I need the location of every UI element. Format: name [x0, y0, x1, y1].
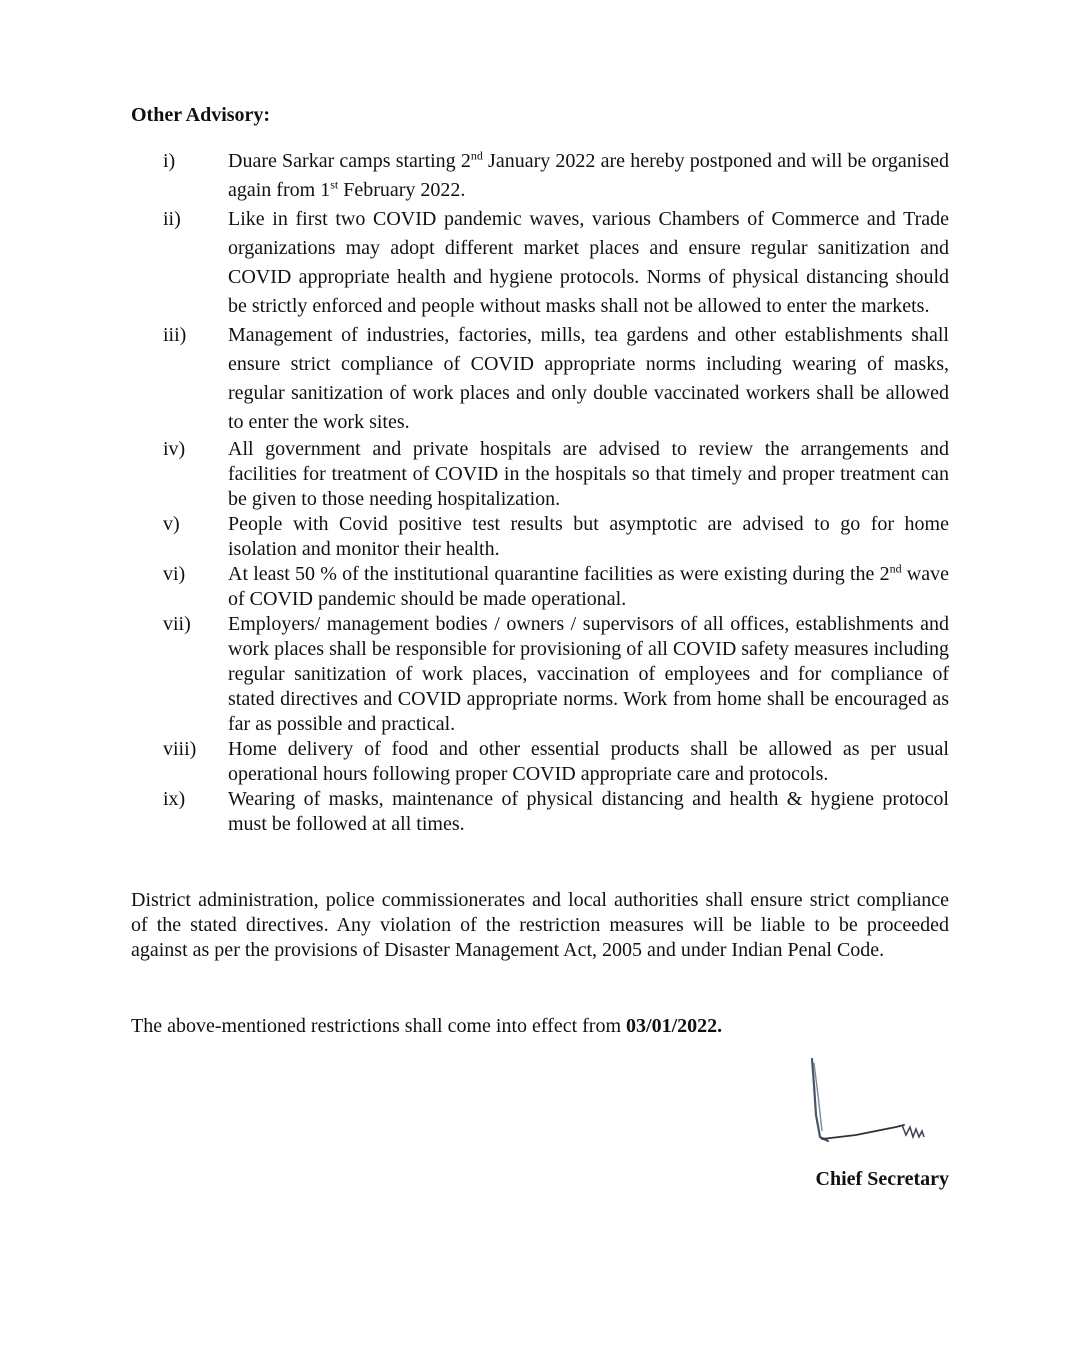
section-heading: Other Advisory: — [131, 104, 271, 126]
list-item — [131, 737, 949, 787]
signatory-title: Chief Secretary — [815, 1168, 949, 1190]
item-number: ii) — [163, 208, 181, 230]
advisory-list — [131, 147, 949, 837]
item-text: Duare Sarkar camps starting 2nd January 2022 are hereby postponed and will be organised again from 1st February 2022. — [228, 148, 949, 201]
item-number: v) — [163, 513, 180, 535]
item-number: ix) — [163, 788, 186, 810]
item-text: All government and private hospitals are advised to review the arrangements and facilities for treatment of COVID in the hospitals so that timely and proper treatment can be given to those needing hospitalization. — [228, 438, 949, 510]
item-number: vi) — [163, 563, 186, 585]
list-item — [131, 147, 949, 205]
effective-date: 03/01/2022. — [626, 1015, 723, 1037]
list-item — [131, 787, 949, 837]
list-item — [131, 205, 949, 321]
item-text: At least 50 % of the institutional quarantine facilities as were existing during the 2nd wave of COVID pandemic should be made operational. — [228, 561, 949, 610]
effective-date-line: The above-mentioned restrictions shall come into effect from 03/01/2022. — [131, 1015, 723, 1037]
list-item — [131, 321, 949, 437]
list-item — [131, 612, 949, 737]
item-number: iv) — [163, 438, 186, 460]
item-text: People with Covid positive test results but asymptotic are advised to go for home isolation and monitor their health. — [228, 513, 949, 560]
item-text: Wearing of masks, maintenance of physical distancing and health & hygiene protocol must be followed at all times. — [228, 788, 949, 835]
item-text: Like in first two COVID pandemic waves, various Chambers of Commerce and Trade organizations may adopt different market places and ensure regular sanitization and COVID appropriate health and hygiene protocols. Norms of physical distancing should be strictly enforced and people without masks shall not be allowed to enter the markets. — [228, 208, 949, 317]
item-number: iii) — [163, 324, 187, 346]
list-item — [131, 437, 949, 512]
item-number: vii) — [163, 613, 191, 635]
enforcement-paragraph: District administration, police commissionerates and local authorities shall ensure strict compliance of the stated directives. Any violation of the restriction measures will be liable to be proceeded against as per the provisions of Disaster Management Act, 2005 and under Indian Penal Code. — [131, 889, 949, 961]
list-item — [131, 512, 949, 562]
item-number: i) — [163, 150, 176, 172]
item-number: viii) — [163, 738, 197, 760]
item-text: Home delivery of food and other essential products shall be allowed as per usual operational hours following proper COVID appropriate care and protocols. — [228, 738, 949, 785]
item-text: Employers/ management bodies / owners / supervisors of all offices, establishments and work places shall be responsible for provisioning of all COVID safety measures including regular sanitization of work places, vaccination of employees and for compliance of stated directives and COVID appropriate norms. Work from home shall be encouraged as far as possible and practical. — [228, 613, 949, 735]
signature-icon — [806, 1055, 936, 1147]
list-item — [131, 562, 949, 612]
item-text: Management of industries, factories, mills, tea gardens and other establishments shall ensure strict compliance of COVID appropriate norms including wearing of masks, regular sanitization of work places and only double vaccinated workers shall be allowed to enter the work sites. — [228, 324, 949, 433]
